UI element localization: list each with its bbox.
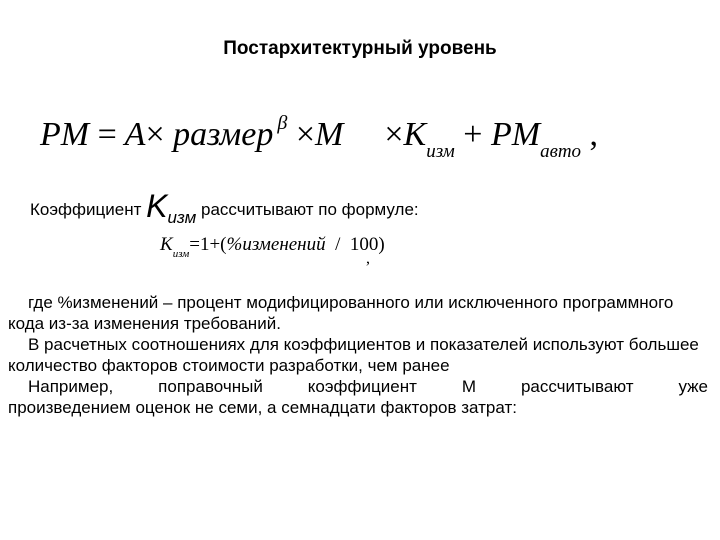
paragraph-2-text: В расчетных соотношениях для коэффициентов и показателей используют большее количество факторов стоимости разработки, чем ранее <box>8 335 699 375</box>
formula-times-3: × <box>384 116 404 153</box>
p3-word-1-text: Например, <box>28 377 114 396</box>
formula-a: A <box>124 116 146 153</box>
main-formula <box>40 112 598 163</box>
paragraph-3-word-1 <box>8 376 113 397</box>
coefficient-k: K <box>146 188 168 224</box>
formula-plus: + <box>463 116 483 153</box>
formula-beta: β <box>277 112 288 134</box>
paragraph-3-word-6: уже <box>678 377 708 396</box>
small-formula-variable: %изменений <box>226 234 326 255</box>
coefficient-k-subscript: изм <box>167 208 197 227</box>
small-formula-k: K <box>160 234 173 255</box>
coefficient-prefix: Коэффициент <box>30 200 142 219</box>
small-formula-comma: , <box>366 250 370 267</box>
paragraph-3-first-line <box>8 376 708 397</box>
coefficient-suffix: рассчитывают по формуле: <box>201 200 419 219</box>
paragraph-2 <box>8 334 708 376</box>
coefficient-formula <box>160 234 385 260</box>
formula-equals: = <box>97 116 117 153</box>
formula-comma: , <box>589 116 599 153</box>
formula-pm-subscript: авто <box>540 141 582 162</box>
small-formula-k-subscript: изм <box>172 248 190 260</box>
formula-times-2: × <box>295 116 316 153</box>
formula-k-subscript: изм <box>426 141 455 162</box>
formula-pm-2: PM <box>490 116 541 153</box>
paragraph-3-word-2: поправочный <box>158 377 263 396</box>
formula-pm: PM <box>40 116 90 153</box>
paragraph-1 <box>8 292 708 334</box>
body-text <box>8 292 708 418</box>
paragraph-3-rest: произведением оценок не семи, а семнадцати факторов затрат: <box>8 398 517 417</box>
paragraph-3-word-5: рассчитывают <box>520 377 634 396</box>
formula-m: M <box>315 116 344 153</box>
paragraph-3-word-3: коэффициент <box>307 377 417 396</box>
page-title: Постархитектурный уровень <box>223 38 497 59</box>
coefficient-symbol <box>146 188 197 227</box>
paragraph-1-text: где %изменений – процент модифицированного или исключенного программного кода из-за изменения требований. <box>8 293 674 333</box>
formula-k: K <box>403 116 427 153</box>
formula-times-1: × <box>145 116 165 153</box>
small-formula-end: / 100) <box>325 234 385 255</box>
formula-size: размер <box>173 116 274 153</box>
small-formula-start: =1+( <box>189 234 227 255</box>
paragraph-3-word-4: M <box>461 377 476 396</box>
coefficient-line <box>30 188 419 228</box>
